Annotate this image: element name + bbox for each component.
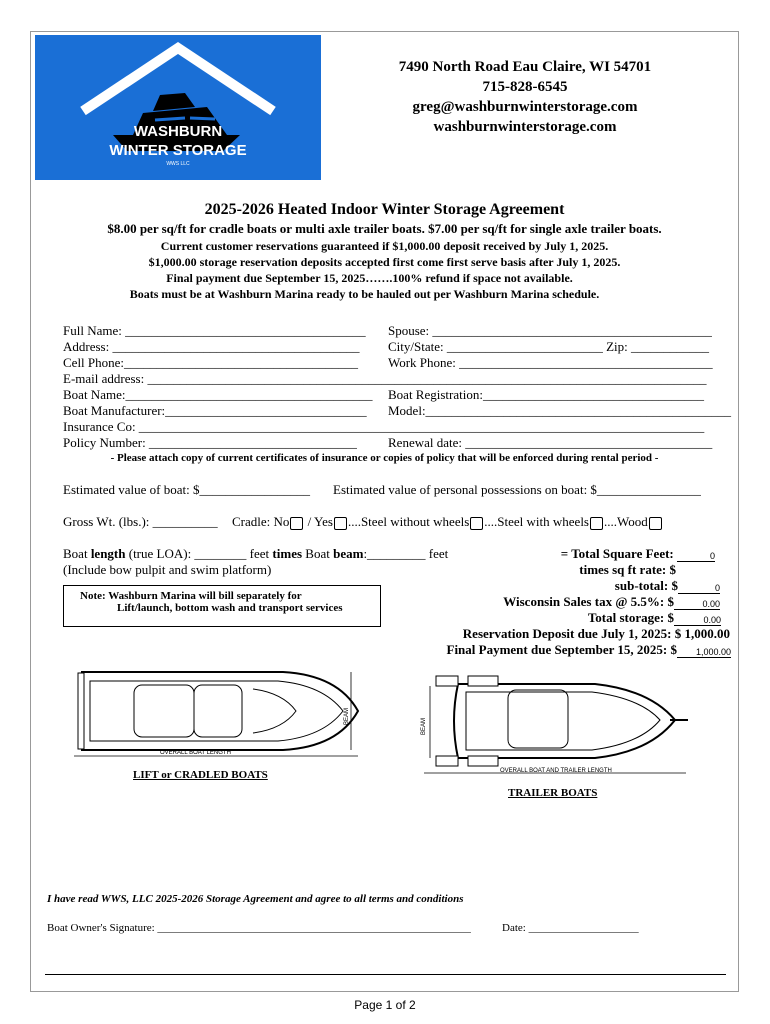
policy-number-field[interactable]: Policy Number: ________________________________ [63, 435, 357, 450]
terms-line-4: Boats must be at Washburn Marina ready to be hauled out per Washburn Marina schedule. [129, 287, 600, 301]
work-phone-field[interactable]: Work Phone: _______________________________________ [388, 355, 713, 370]
boat-length-pre: Boat [63, 546, 91, 561]
total-square-feet-label: = Total Square Feet: [560, 546, 674, 561]
logo-name-line2: WINTER STORAGE [109, 142, 247, 159]
boat-manufacturer-field[interactable]: Boat Manufacturer:_______________________________ [63, 403, 367, 418]
subtotal-label: sub-total: $ [614, 578, 678, 593]
terms-line-1: Current customer reservations guaranteed if $1,000.00 deposit received by July 1, 2025. [160, 239, 609, 253]
rate-row [579, 562, 704, 578]
steel-with-wheels-checkbox[interactable] [590, 517, 603, 530]
billing-note-box [63, 585, 381, 627]
note-line-2: Lift/launch, bottom wash and transport services [117, 602, 343, 614]
estimated-personal-value-field[interactable]: Estimated value of personal possessions on boat: $________________ [333, 482, 701, 497]
address-field[interactable]: Address: ______________________________________ [63, 339, 360, 354]
times-word: times [272, 546, 303, 561]
cradle-options [232, 514, 663, 530]
boat-name-field[interactable]: Boat Name:______________________________________ [63, 387, 373, 402]
final-payment-value[interactable]: 1,000.00 [677, 647, 731, 658]
wood-label: ....Wood [604, 514, 648, 529]
logo-name-line1: WASHBURN [133, 123, 223, 140]
right-beam-label: BEAM [421, 717, 427, 735]
date-field[interactable]: Date: ____________________ [502, 922, 639, 934]
right-length-label: OVERALL BOAT AND TRAILER LENGTH [500, 768, 612, 774]
terms-line-2: $1,000.00 storage reservation deposits accepted first come first serve basis after July 1, 2025. [148, 255, 621, 269]
contact-address: 7490 North Road Eau Claire, WI 54701 [398, 59, 652, 75]
terms-line-3: Final payment due September 15, 2025…….100% refund if space not available. [166, 271, 573, 285]
logo-llc: WWS LLC [166, 161, 190, 167]
cradle-yes-checkbox[interactable] [334, 517, 347, 530]
page-title: 2025-2026 Heated Indoor Winter Storage Agreement [204, 201, 565, 218]
trailer-boat-diagram [420, 668, 690, 780]
sales-tax-label: Wisconsin Sales tax @ 5.5%: $ [503, 594, 674, 609]
insurance-field[interactable]: Insurance Co: _______________________________________________________________________________________ [63, 419, 705, 434]
reservation-deposit-row: Reservation Deposit due July 1, 2025: $ 1,000.00 [462, 626, 730, 641]
city-state-zip-field[interactable]: City/State: ________________________ Zip: ____________ [388, 339, 710, 354]
page-number: Page 1 of 2 [354, 998, 416, 1012]
subtotal-row [615, 578, 720, 594]
total-square-feet-row [561, 546, 715, 562]
left-beam-label: BEAM [344, 707, 350, 725]
sales-tax-value[interactable]: 0.00 [674, 599, 720, 610]
full-name-field[interactable]: Full Name: _____________________________________ [63, 323, 366, 338]
contact-phone: 715-828-6545 [482, 79, 568, 95]
steel-without-wheels-label: ....Steel without wheels [347, 514, 470, 529]
estimated-boat-value-field[interactable]: Estimated value of boat: $_________________ [63, 482, 310, 497]
total-square-feet-value[interactable]: 0 [677, 551, 715, 562]
model-field[interactable]: Model:_______________________________________________ [388, 403, 732, 418]
final-payment-label: Final Payment due September 15, 2025: $ [446, 642, 677, 657]
cradle-no-checkbox[interactable] [290, 517, 303, 530]
steel-with-wheels-label: ....Steel with wheels [484, 514, 589, 529]
steel-without-wheels-checkbox[interactable] [470, 517, 483, 530]
beam-word: beam [333, 546, 364, 561]
agreement-statement: I have read WWS, LLC 2025-2026 Storage Agreement and agree to all terms and conditions [47, 893, 464, 905]
contact-email: greg@washburnwinterstorage.com [412, 99, 638, 115]
owner-signature-field[interactable]: Boat Owner's Signature: _________________________________________________________ [47, 922, 471, 934]
contact-website: washburnwinterstorage.com [433, 119, 617, 135]
left-length-label: OVERALL BOAT LENGTH [160, 750, 231, 756]
cell-phone-field[interactable]: Cell Phone:____________________________________ [63, 355, 359, 370]
gross-weight-field[interactable]: Gross Wt. (lbs.): __________ [63, 514, 218, 529]
cradle-label: Cradle: No [232, 514, 290, 529]
renewal-date-field[interactable]: Renewal date: ______________________________________ [388, 435, 713, 450]
total-storage-row [588, 610, 721, 626]
beam-post: :_________ feet [363, 546, 449, 561]
wood-checkbox[interactable] [649, 517, 662, 530]
total-storage-value[interactable]: 0.00 [674, 615, 721, 626]
beam-pre: Boat [302, 546, 334, 561]
company-logo [35, 35, 321, 180]
subtotal-value[interactable]: 0 [678, 583, 720, 594]
email-field[interactable]: E-mail address: ______________________________________________________________________________________ [63, 371, 707, 386]
length-word: length [90, 546, 126, 561]
lift-cradled-caption: LIFT or CRADLED BOATS [133, 769, 268, 781]
include-note: (Include bow pulpit and swim platform) [63, 562, 272, 577]
boat-length-mid: (true LOA): ________ feet [125, 546, 273, 561]
note-line-1: Note: Washburn Marina will bill separately for [80, 590, 302, 602]
boat-registration-field[interactable]: Boat Registration:__________________________________ [388, 387, 704, 402]
cradle-yes-label: / Yes [304, 514, 333, 529]
total-storage-label: Total storage: $ [587, 610, 674, 625]
insurance-note: - Please attach copy of current certificates of insurance or copies of policy that will be enforced during rental period - [110, 452, 659, 464]
rate-label: times sq ft rate: $ [579, 562, 676, 577]
bottom-divider [45, 974, 726, 975]
trailer-boats-caption: TRAILER BOATS [508, 787, 598, 799]
boat-length-beam-field[interactable] [63, 546, 448, 562]
final-payment-row [447, 642, 732, 658]
sales-tax-row [503, 594, 720, 610]
rates-line: $8.00 per sq/ft for cradle boats or multi axle trailer boats. $7.00 per sq/ft for single axle trailer boats. [107, 221, 662, 236]
spouse-field[interactable]: Spouse: ___________________________________________ [388, 323, 712, 338]
